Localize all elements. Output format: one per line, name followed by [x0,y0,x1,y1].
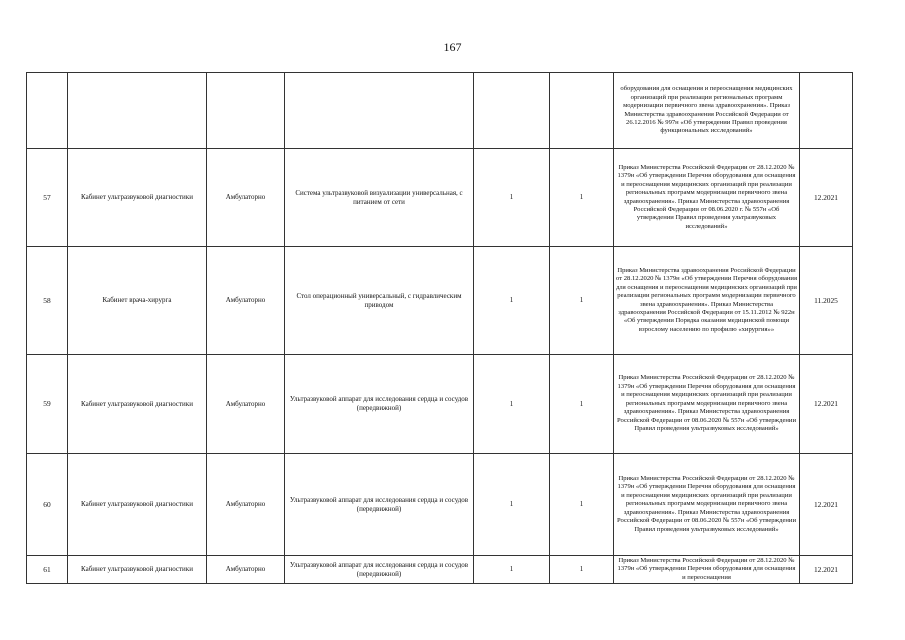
care-condition [207,73,285,149]
office-name: Кабинет ультразвуковой диагностики [68,556,207,584]
care-condition: Амбулаторно [207,149,285,247]
legal-basis: Приказ Министерства Российской Федерации от 28.12.2020 № 1379н «Об утверждении Перечня оборудования для оснащения и переоснащения медицинских организаций при реализации региональных программ модернизации первичного звена здравоохранения». Приказ Министерства здравоохранения Российской Федерации от 08.06.2020 № 557н «Об утверждении Правил проведения ультразвуковых исследований» [614,454,800,556]
required-quantity: 1 [474,247,550,355]
legal-basis: оборудования для оснащения и переоснащения медицинских организаций при реализации региональных программ модернизации первичного звена здравоохранения». Приказ Министерства здравоохранения Российской Федерации от 26.12.2016 № 997н «Об утверждении Правил проведения функциональных исследований» [614,73,800,149]
equipment-name [285,73,474,149]
required-quantity [474,73,550,149]
available-quantity: 1 [550,247,614,355]
required-quantity: 1 [474,355,550,454]
equipment-name: Ультразвуковой аппарат для исследования сердца и сосудов (передвижной) [285,556,474,584]
equipment-name: Система ультразвуковой визуализации универсальная, с питанием от сети [285,149,474,247]
table-row [27,149,853,247]
row-number [27,73,68,149]
care-condition: Амбулаторно [207,556,285,584]
office-name: Кабинет ультразвуковой диагностики [68,454,207,556]
deadline-date: 12.2021 [800,556,853,584]
row-number: 59 [27,355,68,454]
available-quantity: 1 [550,556,614,584]
deadline-date [800,73,853,149]
row-number: 61 [27,556,68,584]
table-row [27,247,853,355]
office-name: Кабинет ультразвуковой диагностики [68,149,207,247]
legal-basis: Приказ Министерства Российской Федерации от 28.12.2020 № 1379н «Об утверждении Перечня оборудования для оснащения и переоснащения медицинских организаций при реализации региональных программ модернизации первичного звена здравоохранения». Приказ Министерства здравоохранения Российской Федерации от 08.06.2020 г. № 557н «Об утверждении Правил проведения ультразвуковых исследований» [614,149,800,247]
deadline-date: 12.2021 [800,355,853,454]
equipment-table [26,72,853,584]
available-quantity: 1 [550,355,614,454]
row-number: 60 [27,454,68,556]
row-number: 58 [27,247,68,355]
required-quantity: 1 [474,556,550,584]
legal-basis: Приказ Министерства здравоохранения Российской Федерации от 28.12.2020 № 1379н «Об утверждении Перечня оборудования для оснащения и переоснащения медицинских организаций при реализации региональных программ модернизации первичного звена здравоохранения». Приказ Министерства здравоохранения Российской Федерации от 15.11.2012 № 922н «Об утверждении Порядка оказания медицинской помощи взрослому населению по профилю «хирургия»» [614,247,800,355]
available-quantity: 1 [550,149,614,247]
care-condition: Амбулаторно [207,247,285,355]
table-row [27,355,853,454]
table-row [27,454,853,556]
deadline-date: 12.2021 [800,454,853,556]
available-quantity: 1 [550,454,614,556]
available-quantity [550,73,614,149]
required-quantity: 1 [474,149,550,247]
equipment-name: Стол операционный универсальный, с гидравлическим приводом [285,247,474,355]
office-name [68,73,207,149]
deadline-date: 11.2025 [800,247,853,355]
care-condition: Амбулаторно [207,355,285,454]
deadline-date: 12.2021 [800,149,853,247]
required-quantity: 1 [474,454,550,556]
equipment-name: Ультразвуковой аппарат для исследования сердца и сосудов (передвижной) [285,355,474,454]
table-row [27,73,853,149]
page-number: 167 [443,40,462,54]
office-name: Кабинет врача-хирурга [68,247,207,355]
row-number: 57 [27,149,68,247]
legal-basis: Приказ Министерства Российской Федерации от 28.12.2020 № 1379н «Об утверждении Перечня оборудования для оснащения и переоснащения медицинских организаций при реализации региональных программ модернизации первичного звена здравоохранения». Приказ Министерства здравоохранения Российской Федерации от 08.06.2020 № 557н «Об утверждении Правил проведения ультразвуковых исследований» [614,355,800,454]
table-row [27,556,853,584]
office-name: Кабинет ультразвуковой диагностики [68,355,207,454]
care-condition: Амбулаторно [207,454,285,556]
equipment-name: Ультразвуковой аппарат для исследования сердца и сосудов (передвижной) [285,454,474,556]
legal-basis: Приказ Министерства Российской Федерации от 28.12.2020 № 1379н «Об утверждении Перечня оборудования для оснащения и переоснащения [614,556,800,584]
